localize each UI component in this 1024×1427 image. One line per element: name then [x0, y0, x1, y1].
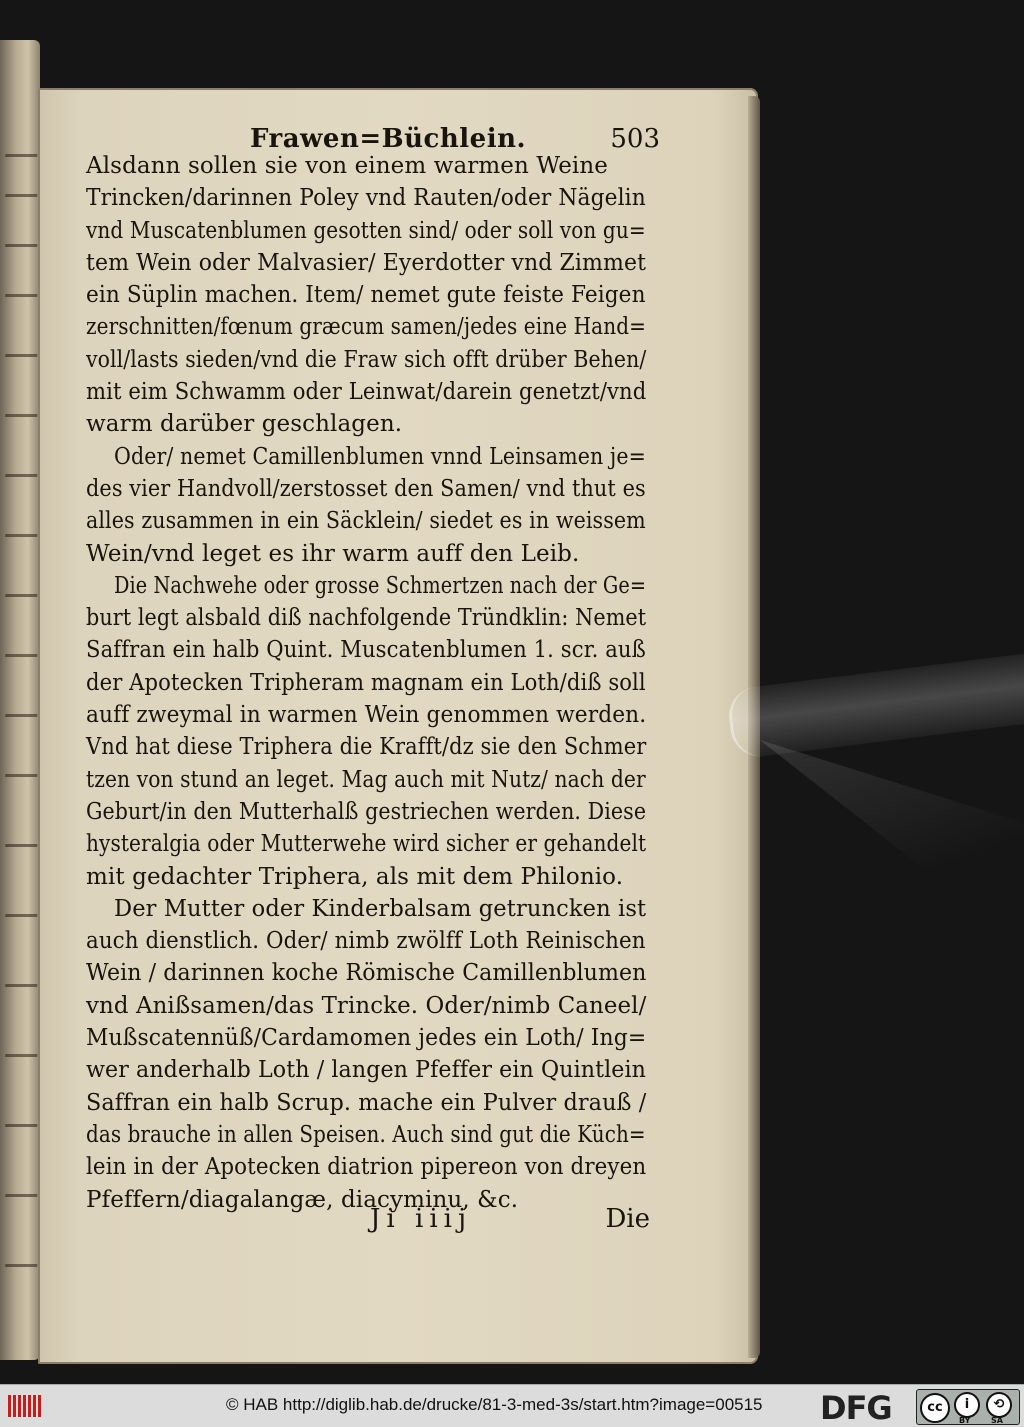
- text-line: Wein/vnd leget es ihr warm auff den Leib.: [86, 540, 580, 567]
- left-page-text-fragment: [5, 1110, 39, 1127]
- left-page-text-fragment: [5, 180, 39, 197]
- left-page-text-fragment: [5, 900, 39, 917]
- text-line: lein in der Apotecken diatrion pipereon von dreyen: [86, 1154, 647, 1181]
- dfg-logo[interactable]: DFG: [820, 1389, 892, 1427]
- left-page-text-fragment: [5, 520, 39, 537]
- text-line: vnd Anißsamen/das Trincke. Oder/nimb Caneel/: [86, 992, 647, 1019]
- sa-label: SA: [991, 1416, 1003, 1425]
- left-page-text-fragment: [5, 1180, 39, 1197]
- text-line: vnd Muscatenblumen gesotten sind/ oder soll von gu=: [86, 217, 646, 244]
- text-line: alles zusammen in ein Säcklein/ siedet es in weissem: [86, 508, 646, 535]
- cc-icon: cc: [920, 1393, 950, 1423]
- page-text-block: [86, 150, 646, 1216]
- text-line: Vnd hat diese Triphera die Krafft/dz sie den Schmer: [86, 734, 647, 761]
- text-line: des vier Handvoll/zerstosset den Samen/ vnd thut es: [86, 475, 646, 502]
- left-page-text-fragment: [5, 230, 39, 247]
- text-line: Oder/ nemet Camillenblumen vnnd Leinsamen je=: [114, 443, 646, 470]
- text-line: das brauche in allen Speisen. Auch sind gut die Küch=: [86, 1121, 646, 1148]
- glass-page-weight-reflection: [760, 740, 1024, 960]
- left-page-text-fragment: [5, 1040, 39, 1057]
- left-page-text-fragment: [5, 460, 39, 477]
- left-page-text-fragment: [5, 280, 39, 297]
- left-page-text-fragment: [5, 830, 39, 847]
- left-page-text-fragment: [5, 140, 39, 157]
- signature-mark: Ji iiij: [370, 1204, 473, 1234]
- left-page-text-fragment: [5, 580, 39, 597]
- left-page-text-fragment: [5, 640, 39, 657]
- left-page-text-fragment: [5, 1250, 39, 1267]
- text-line: Wein / darinnen koche Römische Camillenblumen: [86, 960, 647, 987]
- text-line: Mußscatennüß/Cardamomen jedes ein Loth/ Ing=: [86, 1025, 647, 1052]
- text-line: voll/lasts sieden/vnd die Fraw sich offt drüber Behen/: [86, 346, 647, 373]
- text-line: Der Mutter oder Kinderbalsam getruncken ist: [114, 895, 647, 922]
- text-line: Die Nachwehe oder grosse Schmertzen nach der Ge=: [114, 572, 647, 599]
- left-page-text-fragment: [5, 340, 39, 357]
- text-line: der Apotecken Tripheram magnam ein Loth/diß soll: [86, 669, 646, 696]
- text-line: tzen von stund an leget. Mag auch mit Nutz/ nach der: [86, 766, 646, 793]
- text-line: Alsdann sollen sie von einem warmen Weine: [86, 153, 608, 179]
- text-line: burt legt alsbald diß nachfolgende Tründklin: Nemet: [86, 605, 647, 632]
- running-head-title: Frawen=Büchlein.: [250, 124, 527, 154]
- text-line: warm darüber geschlagen.: [86, 411, 403, 438]
- left-page-text-fragment: [5, 970, 39, 987]
- page-number: 503: [610, 124, 660, 154]
- text-line: Saffran ein halb Scrup. mache ein Pulver drauß /: [86, 1089, 647, 1116]
- left-facing-page-edge: [0, 40, 40, 1360]
- text-line: hysteralgia oder Mutterwehe wird sicher er gehandelt: [86, 831, 647, 858]
- text-line: mit eim Schwamm oder Leinwat/darein genetzt/vnd: [86, 379, 647, 406]
- by-label: BY: [959, 1416, 971, 1425]
- left-page-text-fragment: [5, 700, 39, 717]
- text-line: zerschnitten/fœnum græcum samen/jedes eine Hand=: [86, 314, 646, 341]
- page-footer-row: [370, 1198, 650, 1234]
- text-line: ein Süplin machen. Item/ nemet gute feiste Feigen: [86, 282, 646, 309]
- text-line: Trincken/darinnen Poley vnd Rauten/oder Nägelin: [86, 185, 646, 212]
- text-line: Geburt/in den Mutterhalß gestriechen werden. Diese: [86, 798, 647, 825]
- copyright-link[interactable]: © HAB http://diglib.hab.de/drucke/81-3-med-3s/start.htm?image=00515: [226, 1395, 763, 1414]
- catchword: Die: [605, 1204, 650, 1234]
- cc-license-badge[interactable]: [916, 1389, 1020, 1425]
- text-line: wer anderhalb Loth / langen Pfeffer ein Quintlein: [86, 1057, 647, 1084]
- left-page-text-fragment: [5, 400, 39, 417]
- by-attribution-icon: i: [954, 1392, 980, 1418]
- text-line: Saffran ein halb Quint. Muscatenblumen 1. scr. auß: [86, 637, 646, 664]
- text-line: auch dienstlich. Oder/ nimb zwölff Loth Reinischen: [86, 928, 646, 955]
- left-page-text-fragment: [5, 760, 39, 777]
- share-alike-icon: ⟲: [986, 1392, 1012, 1418]
- text-line: auff zweymal in warmen Wein genommen werden.: [86, 702, 647, 729]
- text-line: mit gedachter Triphera, als mit dem Philonio.: [86, 863, 624, 890]
- text-line: Pfeffern/diagalangæ, diacyminu, &c.: [86, 1186, 519, 1213]
- text-line: tem Wein oder Malvasier/ Eyerdotter vnd Zimmet: [86, 249, 647, 276]
- viewer-footer-bar: [0, 1384, 1024, 1427]
- hab-logo-icon[interactable]: [8, 1393, 42, 1419]
